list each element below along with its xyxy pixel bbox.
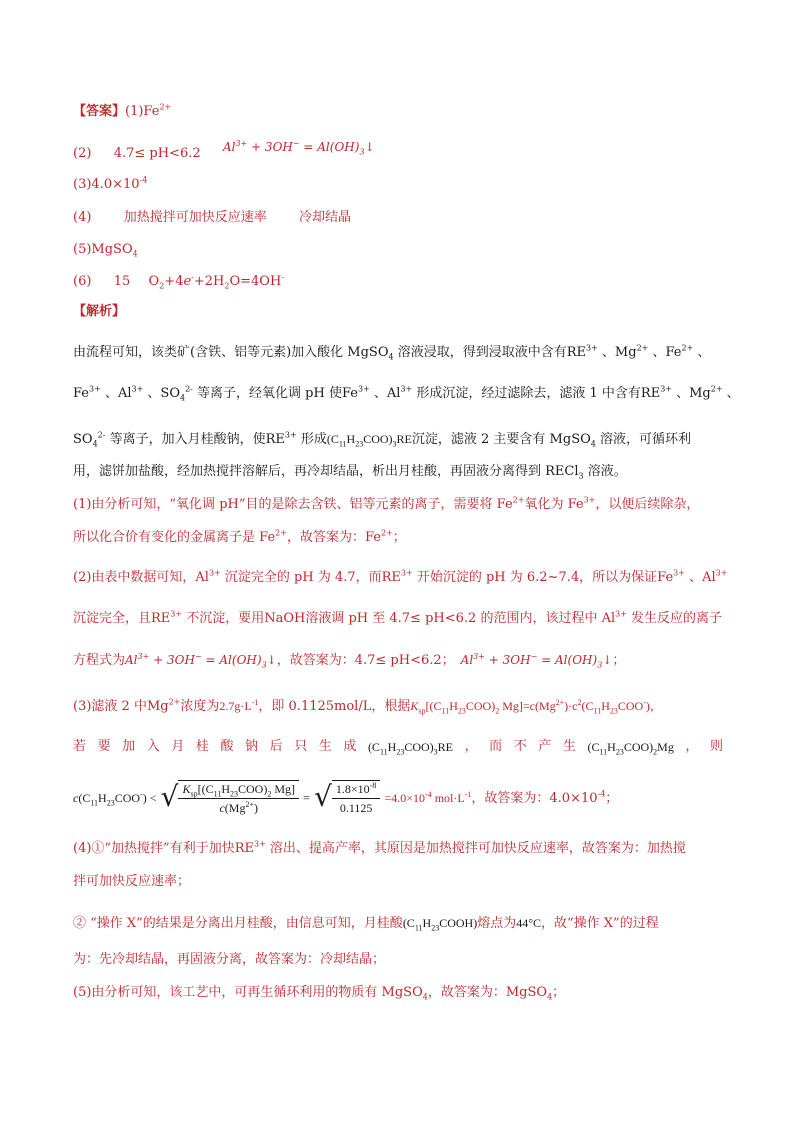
analysis-p1-line-3: $SO_4^{2-}$ 等离子，加入月桂酸钠，使$RE^{3+}$ 形成$(C_{11}H_{23}COO)_3RE$沉淀，滤液 2 主要含有 MgSO$_4$ 溶液，可循环利 [73, 430, 691, 449]
p4-sqrt-2: √ $\frac{1.8\times 10^{-8}}{0.1125}$ [314, 780, 380, 816]
answer-line-6 [73, 273, 284, 291]
p4-text-a: (3)滤液 2 中 [73, 699, 147, 714]
analysis-p2-line-1: (1)由分析可知，“氧化调 pH”目的是除去含铁、铝等元素的离子，需要将 $Fe^{2+}$氧化为 $Fe^{3+}$，以便后续除杂， [73, 495, 700, 512]
analysis-p2-line-2: 所以化合价有变化的金属离子是 $Fe^{2+}$，故答案为：$Fe^{2+}$； [73, 528, 406, 545]
p4-mg-ion: $Mg^{2+}$ [146, 697, 181, 714]
analysis-p4-line-3: $c(C_{11}H_{23}COO^-)$ < √ $\frac{K_{sp}[(C_{11}H_{23}COO)_2 Mg]}{c(Mg^{2+})}$ = √ $\frac{1.8\times 10^{-8}}{0.1125}$ $=4.0\times 10^{-4}$ $mol\cdot L^{-1}$，故答案为：$4.0\times 10^{-4}$； [73, 780, 619, 815]
answer-1: $(1)Fe^{2+}$ [125, 102, 172, 119]
analysis-p5-line-2: 拌可加快反应速率； [73, 874, 191, 889]
answer-line-1 [73, 103, 171, 121]
analysis-p4-line-1 [73, 697, 662, 716]
answer-2-range: 4.7≤ pH<6.2 [113, 146, 201, 161]
analysis-p6-line-2: 为：先冷却结晶，再固液分离，故答案为：冷却结晶； [73, 952, 386, 967]
analysis-p1-line-1: 由流程可知，该类矿(含铁、铝等元素)加入酸化 MgSO$_4$ 溶液浸取，得到浸取液中含有$RE^{3+}$ 、$Mg^{2+}$ 、$Fe^{2+}$ 、 [73, 343, 711, 362]
answer-4-label: (4) [73, 210, 92, 225]
answer-6-label: (6) [73, 274, 92, 289]
answer-header: 【答案】 [73, 104, 126, 119]
analysis-p5-line-1: (4)①“加热搅拌”有利于加快$RE^{3+}$ 溶出、提高产率，其原因是加热搅拌可加快反应速率，故答案为：加热搅 [73, 839, 686, 856]
answer-3: $(3)4.0\times 10^{-4}$ [73, 175, 148, 192]
analysis-p3-line-2: 沉淀完全，且$RE^{3+}$ 不沉淀，要用NaOH溶液调 pH 至 4.7≤ pH<6.2 的范围内，该过程中 $Al^{3+}$ 发生反应的离子 [73, 609, 723, 626]
answer-2-equation: $Al^{3+} + 3OH^-$ = $Al(OH)_3↓$ [222, 139, 375, 157]
answer-4-text-1: 加热搅拌可加快反应速率 [123, 210, 267, 225]
p3-text-c: ； [612, 653, 626, 668]
analysis-p1-line-2: $Fe^{3+}$ 、$Al^{3+}$ 、$SO_4^{2-}$ 等离子，经氧化调 pH 使$Fe^{3+}$ 、$Al^{3+}$ 形成沉淀，经过滤除去，滤液 1 中含有$RE^{3+}$ 、$Mg^{2+}$ 、 [73, 384, 740, 403]
p4-concentration: $2.7g\cdot L^{-1}$ [219, 698, 259, 713]
answer-2-label: (2) [73, 146, 92, 161]
p3-text-b: ，故答案为：4.7≤ pH<6.2； [276, 653, 455, 668]
p4-text-b: 浓度为 [180, 699, 220, 714]
p3-equation-2: $Al^{3+} + 3OH^-$ = $Al(OH)_3↓$ [460, 652, 613, 670]
answer-line-4 [73, 209, 351, 227]
p3-text-a: 方程式为 [73, 653, 126, 668]
analysis-p3-line-3 [73, 651, 625, 670]
p4-result: $=4.0\times 10^{-4}$ $mol\cdot L^{-1}$ [384, 789, 472, 805]
analysis-p1-line-4: 用，滤饼加盐酸，经加热搅拌溶解后，再冷却结晶，析出月桂酸，再固液分离得到 RECl$_3$ 溶液。 [73, 464, 627, 481]
analysis-p7-line-1: (5)由分析可知，该工艺中，可再生循环利用的物质有 MgSO$_4$，故答案为：MgSO$_4$； [73, 985, 566, 1002]
p4-text-d: ，即 0.1125mol/L，根据 [258, 699, 411, 714]
p4-sqrt-1: √ $\frac{K_{sp}[(C_{11}H_{23}COO)_2 Mg]}{c(Mg^{2+})}$ [161, 780, 299, 816]
analysis-header-line [73, 303, 125, 321]
analysis-p3-line-1: (2)由表中数据可知，$Al^{3+}$ 沉淀完全的 pH 为 4.7，而$RE^{3+}$ 开始沉淀的 pH 为 6.2~7.4，所以为保证$Fe^{3+}$ 、$Al^{3+}$ [73, 568, 728, 585]
answer-line-2 [73, 139, 375, 163]
answer-6-equation: $O_2+4e^-+2H_2O=4OH^-$ [148, 272, 285, 291]
answer-5: (5)MgSO$_4$ [73, 242, 138, 259]
analysis-p4-line-2: 若 要 加 入 月 桂 酸 钠 后 只 生 成 $(C_{11}H_{23}COO)_3RE$ ， 而 不 产 生 $(C_{11}H_{23}COO)_2Mg$ ， 则 [73, 739, 723, 757]
p4-ksp-expression: $K_{sp}[(C_{11}H_{23}COO)_2$ $Mg]=c(Mg^{2+})\cdot c^2(C_{11}H_{23}COO^-)$， [410, 698, 662, 716]
p4-c-laurate: $c(C_{11}H_{23}COO^-)$ < [73, 789, 157, 807]
p4-answer: ，故答案为：$4.0\times 10^{-4}$； [471, 789, 619, 806]
analysis-p6-line-1: ② “操作 X”的结果是分离出月桂酸，由信息可知，月桂酸$(C_{11}H_{23}COOH)$熔点为44°C，故“操作 X”的过程 [73, 916, 659, 933]
analysis-header: 【解析】 [73, 304, 126, 319]
p3-equation-1: $Al^{3+} + 3OH^-$ = $Al(OH)_3↓$ [125, 652, 277, 670]
answer-6-number: 15 [113, 274, 131, 289]
answer-4-text-2: 冷却结晶 [299, 210, 352, 225]
